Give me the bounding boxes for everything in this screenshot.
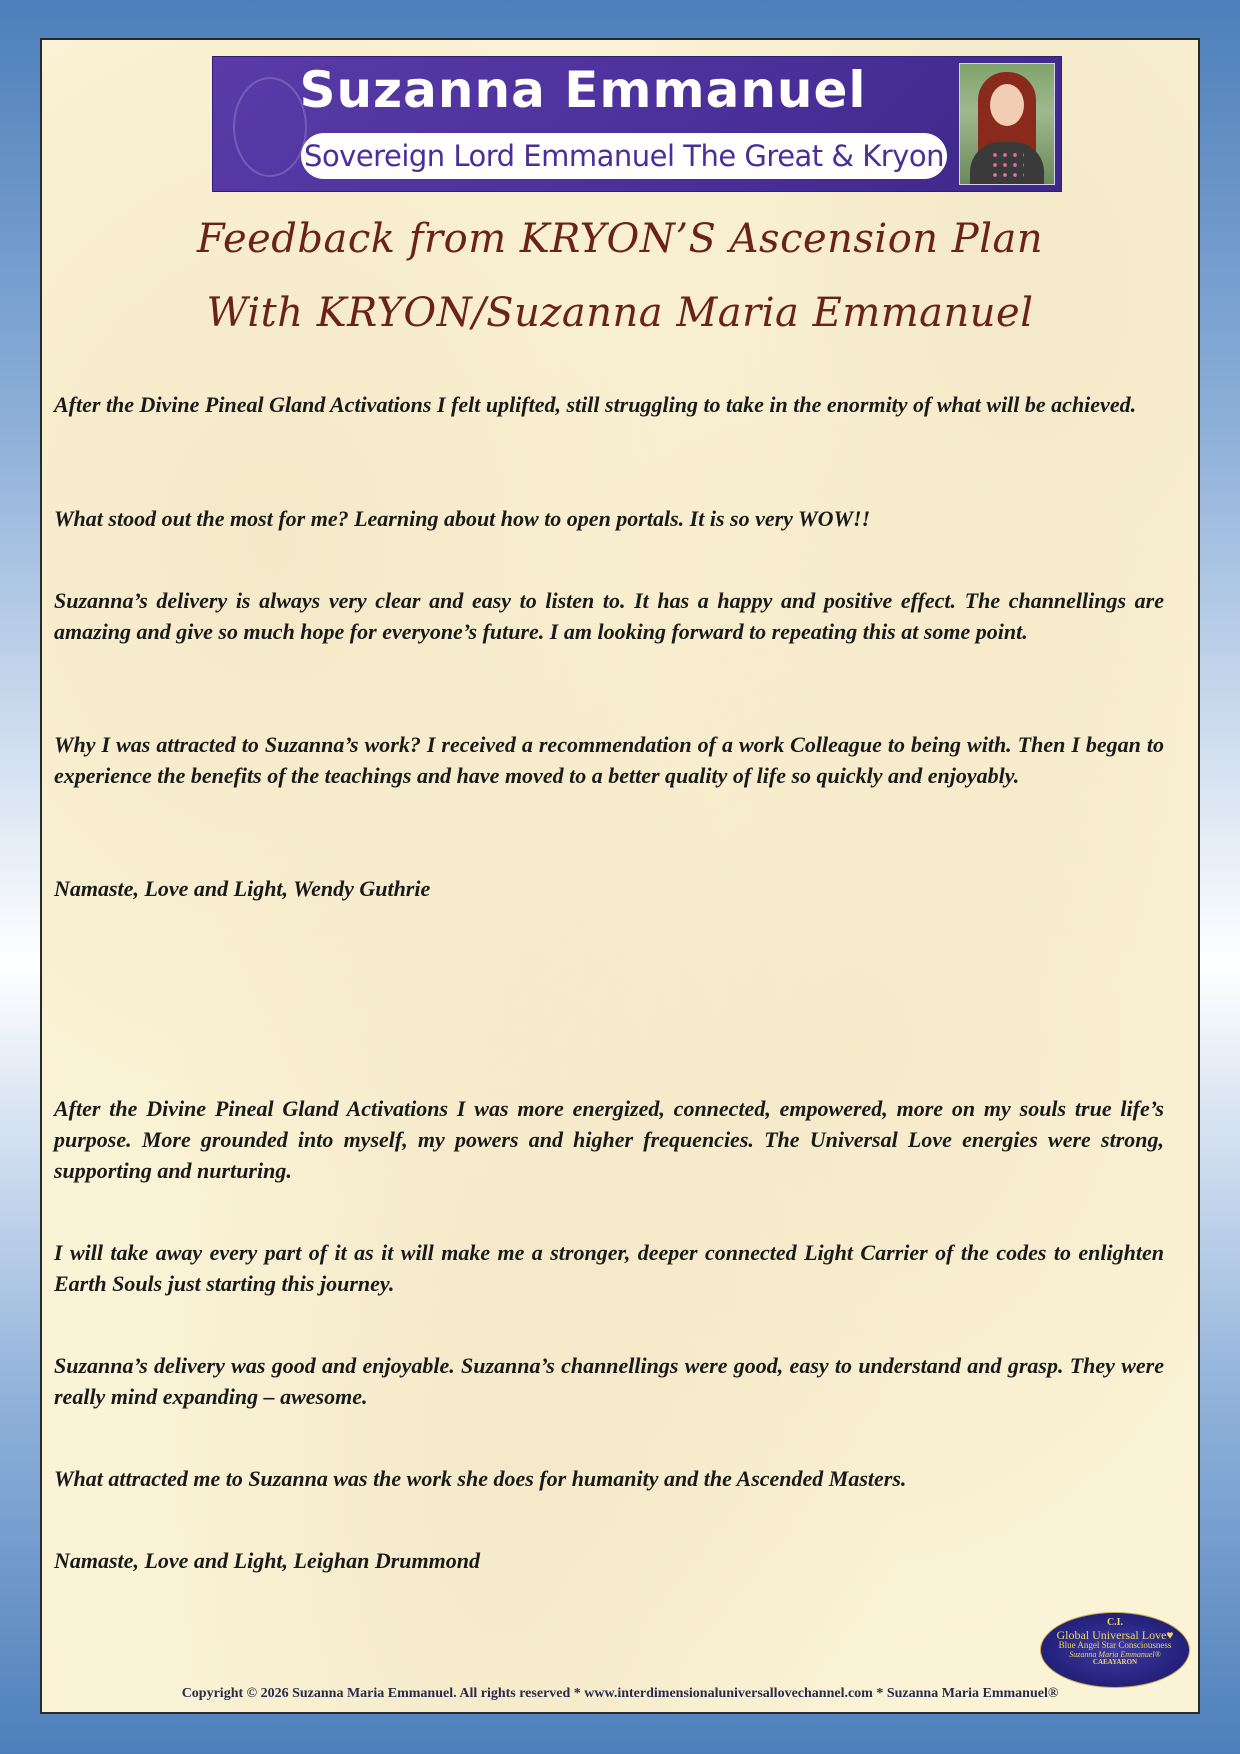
seal-line: Global Universal Love	[1056, 1627, 1167, 1642]
seal-line: CAEAYARON	[1092, 1657, 1138, 1666]
banner-subtitle: Sovereign Lord Emmanuel The Great & Kryon	[301, 133, 947, 179]
testimonial-signature: Namaste, Love and Light, Leighan Drummond	[54, 1548, 480, 1573]
seal-line: C.I.	[1106, 1617, 1124, 1628]
testimonial-paragraph: After the Divine Pineal Gland Activations I felt uplifted, still struggling to take in the enormity of what will be achieved.	[54, 392, 1137, 417]
banner-name: Suzanna Emmanuel	[299, 61, 867, 119]
heart-icon: ♥	[1166, 1627, 1174, 1642]
portrait-photo	[959, 63, 1055, 185]
testimonial-paragraph: Suzanna’s delivery was good and enjoyable. Suzanna’s channellings were good, easy to understand and grasp. They were really mind expanding – awesome.	[54, 1353, 1164, 1409]
testimonial-paragraph: What attracted me to Suzanna was the work she does for humanity and the Ascended Masters.	[54, 1466, 907, 1491]
document-page	[40, 38, 1200, 1714]
testimonial-paragraph: Why I was attracted to Suzanna’s work? I received a recommendation of a work Colleague to being with. Then I began to experience the benefits of the teachings and have moved to a better quality of life so quickly and enjoyably.	[54, 732, 1164, 788]
testimonial-paragraph: Suzanna’s delivery is always very clear and easy to listen to. It has a happy and positive effect. The channellings are amazing and give so much hope for everyone’s future. I am looking forward to repeating this at some point.	[54, 588, 1164, 644]
global-universal-love-seal	[1040, 1612, 1190, 1688]
seal-line: Suzanna Maria Emmanuel®	[1069, 1649, 1161, 1659]
page-title-line1: Feedback from KRYON’S Ascension Plan	[196, 216, 1044, 262]
header-banner	[212, 56, 1062, 192]
testimonial-paragraph: I will take away every part of it as it will make me a stronger, deeper connected Light Carrier of the codes to enlighten Earth Souls just starting this journey.	[54, 1240, 1164, 1296]
testimonial-signature: Namaste, Love and Light, Wendy Guthrie	[54, 876, 431, 901]
page-title-line2: With KRYON/Suzanna Maria Emmanuel	[206, 290, 1034, 336]
copyright-footer: Copyright © 2026 Suzanna Maria Emmanuel. All rights reserved * www.interdimensionaluniversallovechannel.com * Suzanna Maria Emmanuel®	[181, 1686, 1059, 1701]
testimonial-paragraph: What stood out the most for me? Learning about how to open portals. It is so very WOW!!	[54, 506, 871, 531]
seal-line: Blue Angel Star Consciousness	[1058, 1640, 1172, 1651]
testimonial-paragraph: After the Divine Pineal Gland Activations I was more energized, connected, empowered, more on my souls true life’s purpose. More grounded into myself, my powers and higher frequencies. The Universal Love energies were strong, supporting and nurturing.	[54, 1096, 1164, 1183]
